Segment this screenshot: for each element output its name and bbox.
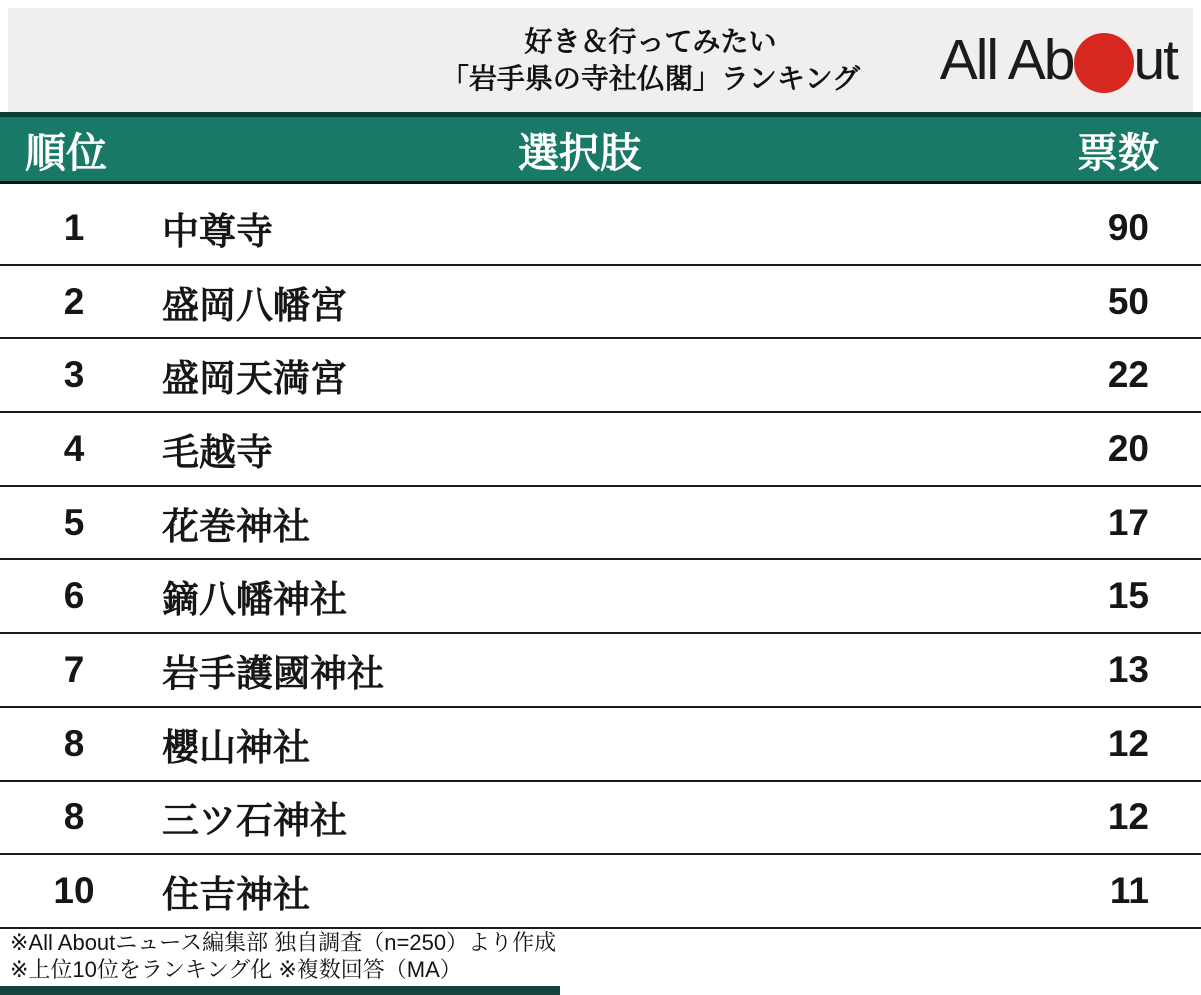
footnote-source: ※All Aboutニュース編集部 独自調査（n=250）より作成: [10, 930, 557, 955]
rank-cell: 3: [63, 354, 85, 396]
name-cell: 三ツ石神社: [162, 800, 347, 842]
table-row: [0, 708, 1201, 782]
table-row: [0, 855, 1201, 929]
votes-cell: 15: [1107, 575, 1149, 617]
table-row: [0, 266, 1201, 340]
rank-cell: 10: [53, 870, 95, 912]
next-section-cropped-bar: [0, 986, 560, 995]
logo-red-circle-icon: [1074, 33, 1134, 93]
table-row: [0, 339, 1201, 413]
votes-cell: 17: [1107, 501, 1149, 543]
votes-cell: 22: [1107, 354, 1149, 396]
table-row: [0, 487, 1201, 561]
footnotes: [0, 929, 1201, 983]
name-cell: 中尊寺: [162, 210, 273, 252]
rank-cell: 8: [63, 796, 85, 838]
votes-cell: 20: [1107, 427, 1149, 469]
footnote-method: ※上位10位をランキング化 ※複数回答（MA）: [10, 957, 462, 982]
table-row: [0, 782, 1201, 856]
page-title-line1: 好き＆行ってみたい: [524, 26, 777, 57]
votes-cell: 11: [1109, 870, 1149, 912]
rank-cell: 1: [63, 206, 85, 248]
table-row: [0, 413, 1201, 487]
table-row: [0, 192, 1201, 266]
votes-cell: 90: [1107, 206, 1149, 248]
name-cell: 毛越寺: [162, 431, 273, 473]
name-cell: 住吉神社: [162, 874, 310, 916]
logo-text-right: ut: [1133, 28, 1177, 92]
table-header-row: [0, 112, 1201, 184]
table-row: [0, 634, 1201, 708]
column-header-choice: 選択肢: [518, 129, 641, 176]
page-title-line2: 「岩手県の寺社仏閣」ランキング: [440, 63, 861, 94]
name-cell: 櫻山神社: [162, 726, 310, 768]
header-area: [0, 0, 1201, 112]
rank-cell: 7: [63, 648, 85, 690]
votes-cell: 50: [1107, 280, 1149, 322]
column-header-rank: 順位: [25, 129, 107, 176]
rank-cell: 5: [63, 501, 85, 543]
rank-cell: 8: [63, 722, 85, 764]
name-cell: 花巻神社: [162, 505, 310, 547]
allabout-logo: [940, 27, 1177, 93]
column-header-votes: 票数: [1077, 129, 1159, 176]
ranking-table-body: [0, 192, 1201, 929]
rank-cell: 6: [63, 575, 85, 617]
name-cell: 鏑八幡神社: [162, 579, 347, 621]
rank-cell: 2: [63, 280, 85, 322]
rank-cell: 4: [63, 427, 85, 469]
votes-cell: 12: [1107, 796, 1149, 838]
logo-text-left: All Ab: [939, 28, 1074, 92]
votes-cell: 12: [1107, 722, 1149, 764]
header-panel: [8, 8, 1193, 112]
name-cell: 盛岡天満宮: [162, 358, 347, 400]
votes-cell: 13: [1107, 648, 1149, 690]
name-cell: 岩手護國神社: [162, 652, 384, 694]
table-row: [0, 560, 1201, 634]
name-cell: 盛岡八幡宮: [162, 284, 347, 326]
